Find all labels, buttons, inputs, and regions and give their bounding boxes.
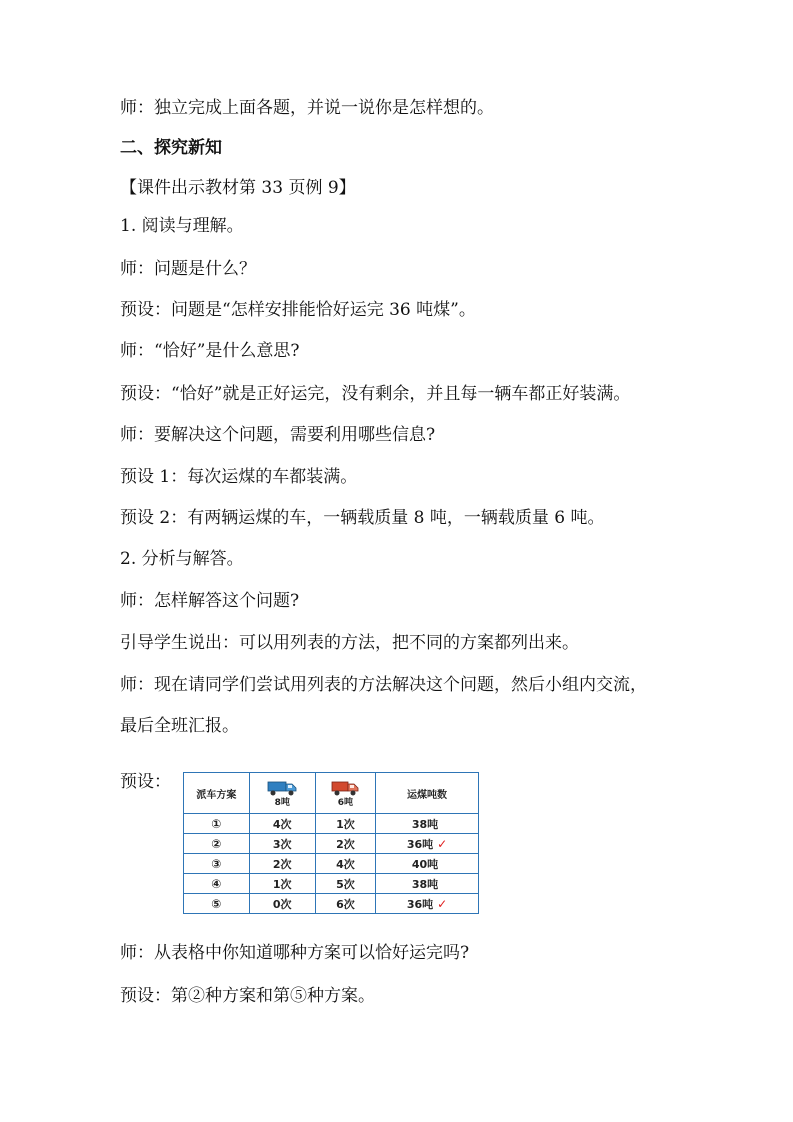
total-cell [376,894,479,914]
header-total: 运煤吨数 [376,773,479,814]
plan-cell [184,834,250,854]
paragraph-7: 师：“恰好”是什么意思? [120,341,300,361]
truck-a-cell [249,874,315,894]
total-cell [376,834,479,854]
total-cell-text: 38吨 [411,877,439,891]
total-cell-text: 38吨 [411,817,439,831]
paragraph-3: 【课件出示教材第 33 页例 9】 [120,178,356,198]
truck-b-cell [315,894,375,914]
paragraph-11: 预设 2：有两辆运煤的车，一辆载质量 8 吨，一辆载质量 6 吨。 [120,508,605,528]
paragraph-14: 引导学生说出：可以用列表的方法，把不同的方案都列出来。 [120,633,579,653]
header-truck-b-label: 6吨 [337,797,354,808]
truck-b-cell [315,814,375,834]
truck-b-cell-text: 6次 [336,897,355,911]
truck-a-cell [249,854,315,874]
truck-a-cell-text: 1次 [272,877,292,891]
total-cell [376,874,479,894]
plan-cell-text: ③ [211,856,222,871]
paragraph-15: 师：现在请同学们尝试用列表的方法解决这个问题，然后小组内交流， [120,675,647,695]
table-row [184,854,479,874]
checkmark-icon: ✓ [437,836,448,851]
paragraph-16: 最后全班汇报。 [120,716,239,736]
paragraph-5: 师：问题是什么？ [120,259,256,279]
after-paragraph-1: 师：从表格中你知道哪种方案可以恰好运完吗? [120,943,470,963]
paragraph-12: 2. 分析与解答。 [120,549,244,569]
truck-b-cell [315,854,375,874]
plan-cell [184,854,250,874]
paragraph-1: 师：独立完成上面各题，并说一说你是怎样想的。 [120,98,494,118]
paragraph-8: 预设：“恰好”就是正好运完，没有剩余，并且每一辆车都正好装满。 [120,384,631,404]
table-row [184,814,479,834]
table-row [184,874,479,894]
header-plan: 派车方案 [184,773,250,814]
truck-a-cell-text: 3次 [272,837,292,851]
truck-b-cell [315,834,375,854]
paragraph-6: 预设：问题是“怎样安排能恰好运完 36 吨煤”。 [120,300,476,320]
paragraph-9: 师：要解决这个问题，需要利用哪些信息? [120,425,436,445]
plan-cell [184,814,250,834]
red-truck-icon [331,779,359,797]
truck-a-cell [249,834,315,854]
plan-cell-text: ② [211,836,222,851]
truck-b-cell-text: 4次 [336,857,355,871]
plan-cell-text: ④ [211,876,222,891]
paragraph-13: 师：怎样解答这个问题? [120,591,300,611]
plan-cell-text: ① [211,816,222,831]
plan-cell [184,894,250,914]
paragraph-4: 1. 阅读与理解。 [120,216,244,236]
truck-b-cell-text: 1次 [336,817,355,831]
truck-a-cell [249,894,315,914]
plan-table [183,772,479,914]
truck-a-cell-text: 0次 [272,897,292,911]
truck-b-cell-text: 2次 [336,837,355,851]
blue-truck-icon [267,779,297,797]
plan-cell-text: ⑤ [211,896,222,911]
truck-b-cell [315,874,375,894]
checkmark-icon: ✓ [437,896,448,911]
truck-a-cell-text: 4次 [272,817,292,831]
paragraph-2: 二、探究新知 [120,138,222,158]
table-row [184,834,479,854]
total-cell [376,854,479,874]
paragraph-10: 预设 1：每次运煤的车都装满。 [120,467,358,487]
total-cell [376,814,479,834]
truck-a-cell-text: 2次 [272,857,292,871]
plan-cell [184,874,250,894]
truck-a-cell [249,814,315,834]
header-truck-b [315,773,375,814]
preset-label: 预设： [120,772,171,792]
total-cell-text: 36吨 [406,837,434,851]
total-cell-text: 40吨 [411,857,439,871]
total-cell-text: 36吨 [406,897,434,911]
table-header-row [184,773,479,814]
after-paragraph-2: 预设：第②种方案和第⑤种方案。 [120,986,375,1006]
table-row [184,894,479,914]
truck-b-cell-text: 5次 [336,877,355,891]
header-truck-a-label: 8吨 [274,797,290,808]
header-truck-a [249,773,315,814]
